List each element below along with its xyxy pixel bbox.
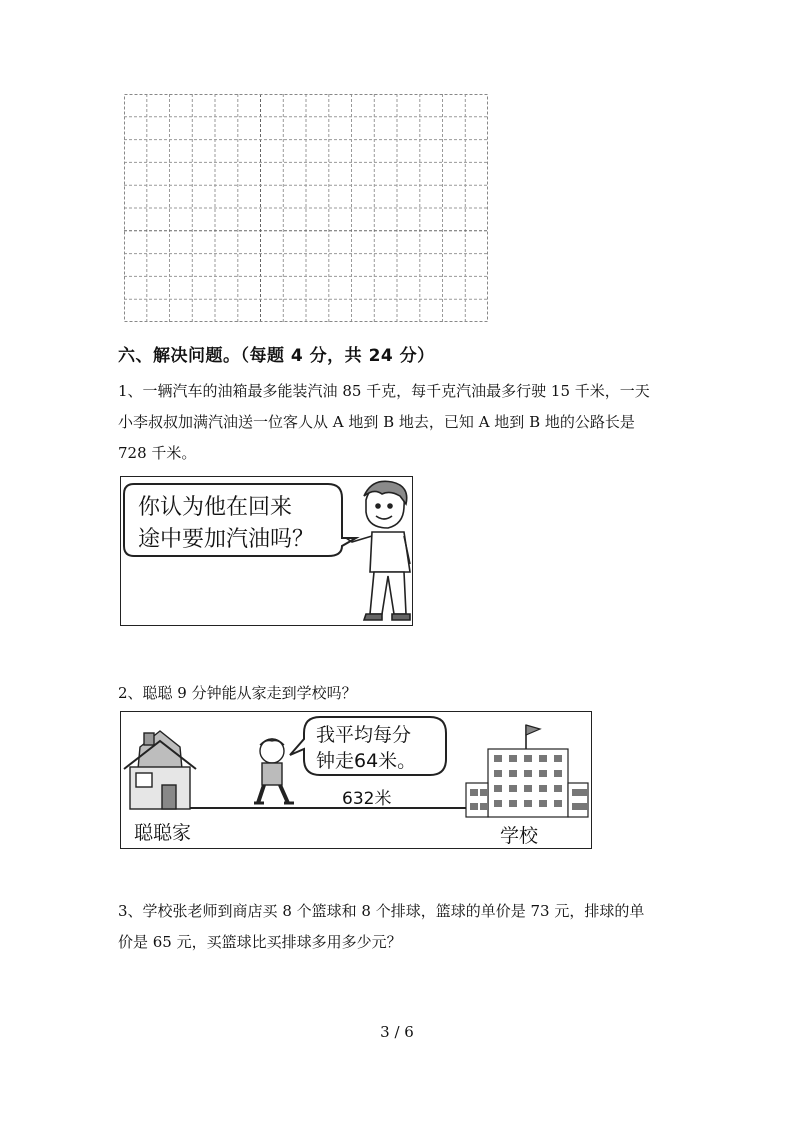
school-window — [509, 785, 517, 792]
school-window — [470, 789, 478, 796]
problem-2-line-1: 2、聪聪 9 分钟能从家走到学校吗？ — [118, 684, 357, 702]
problem-3 — [118, 896, 678, 958]
school-label: 学校 — [500, 825, 539, 847]
school-window — [509, 755, 517, 762]
problem-1-line-2: 小李叔叔加满汽油送一位客人从 A 地到 B 地去，已知 A 地到 B 地的公路长是 — [118, 413, 635, 431]
problem-1-line-3: 728 千米。 — [118, 444, 197, 462]
school-window — [470, 803, 478, 810]
writing-grid — [124, 94, 488, 322]
school-window — [554, 770, 562, 777]
school-window — [539, 785, 547, 792]
school-window — [509, 770, 517, 777]
bubble2-line-2: 钟走64米。 — [316, 750, 417, 772]
school-window — [539, 755, 547, 762]
school-window — [539, 800, 547, 807]
bubble2-line-1: 我平均每分 — [316, 724, 412, 746]
school-window — [572, 789, 580, 796]
school-window — [554, 755, 562, 762]
school-window — [524, 800, 532, 807]
school-window — [494, 770, 502, 777]
school-window — [480, 789, 488, 796]
school-window — [539, 770, 547, 777]
school-window — [554, 785, 562, 792]
bubble-line-1: 你认为他在回来 — [138, 495, 293, 520]
home-label: 聪聪家 — [134, 822, 192, 844]
problem-3-line-2: 价是 65 元，买篮球比买排球多用多少元？ — [118, 933, 402, 951]
walk-to-school-illustration — [120, 711, 592, 849]
school-window — [494, 785, 502, 792]
school-window — [524, 785, 532, 792]
school-window — [554, 800, 562, 807]
school-window — [494, 755, 502, 762]
school-window — [580, 789, 588, 796]
school-window — [524, 770, 532, 777]
school-window — [580, 803, 588, 810]
fuel-question-illustration — [120, 476, 413, 626]
school-window — [480, 803, 488, 810]
school-window — [509, 800, 517, 807]
school-window — [494, 800, 502, 807]
problem-3-line-1: 3、学校张老师到商店买 8 个篮球和 8 个排球，篮球的单价是 73 元，排球的单 — [118, 902, 645, 920]
distance-label: 632米 — [342, 789, 392, 809]
school-window — [572, 803, 580, 810]
school-window — [524, 755, 532, 762]
section-title: 六、解决问题。（每题 4 分，共 24 分） — [118, 346, 435, 366]
problem-2 — [118, 678, 678, 709]
page-number: 3 / 6 — [380, 1023, 414, 1041]
problem-1 — [118, 376, 678, 469]
bubble-line-2: 途中要加汽油吗？ — [138, 527, 315, 552]
problem-1-line-1: 1、一辆汽车的油箱最多能装汽油 85 千克，每千克汽油最多行驶 15 千米，一天 — [118, 382, 650, 400]
